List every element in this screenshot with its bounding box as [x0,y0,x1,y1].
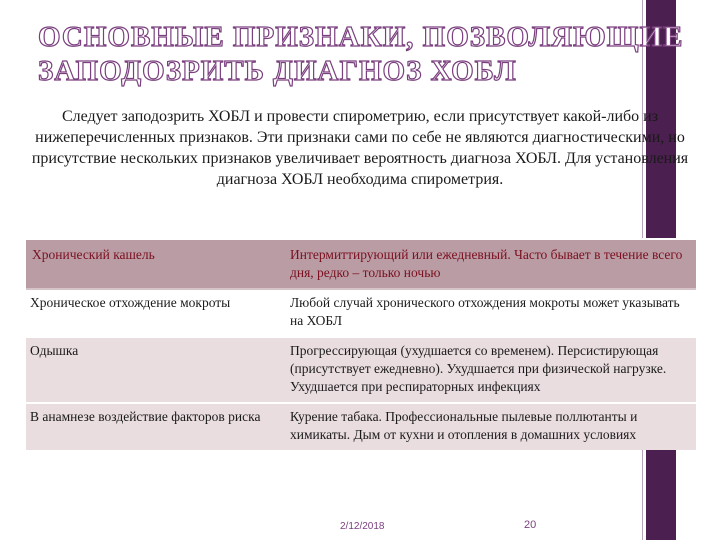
table-row [26,289,696,337]
description-cell: Интермиттирующий или ежедневный. Часто бывает в течение всего дня, редко – только ночью [286,239,696,289]
table-row [26,239,696,289]
table-row [26,337,696,403]
description-cell: Прогрессирующая (ухудшается со временем). Персистирующая (присутствует ежедневно). Ухудшается при физической нагрузке. Ухудшается при респираторных инфекциях [286,337,696,403]
footer-date: 2/12/2018 [340,521,385,532]
description-cell: Курение табака. Профессиональные пылевые поллютанты и химикаты. Дым от кухни и отопления в домашних условиях [286,403,696,450]
sign-cell: Хронический кашель [26,239,286,289]
slide-title [38,20,684,88]
sign-cell: Хроническое отхождение мокроты [26,289,286,337]
title-line-2: ЗАПОДОЗРИТЬ ДИАГНОЗ ХОБЛ [38,55,517,87]
sign-cell: Одышка [26,337,286,403]
sign-cell: В анамнезе воздействие факторов риска [26,403,286,450]
signs-table [26,238,696,450]
page-number: 20 [524,519,537,531]
description-cell: Любой случай хронического отхождения мокроты может указывать на ХОБЛ [286,289,696,337]
title-line-1: ОСНОВНЫЕ ПРИЗНАКИ, ПОЗВОЛЯЮЩИЕ [38,21,684,53]
intro-paragraph: Следует заподозрить ХОБЛ и провести спирометрию, если присутствует какой-либо из нижеперечисленных признаков. Эти признаки сами по себе не являются диагностическими, но присутствие нескольких признаков увеличивает вероятность диагноза ХОБЛ. Для установления диагноза ХОБЛ необходима спирометрия. [31,108,689,188]
table-row [26,403,696,450]
